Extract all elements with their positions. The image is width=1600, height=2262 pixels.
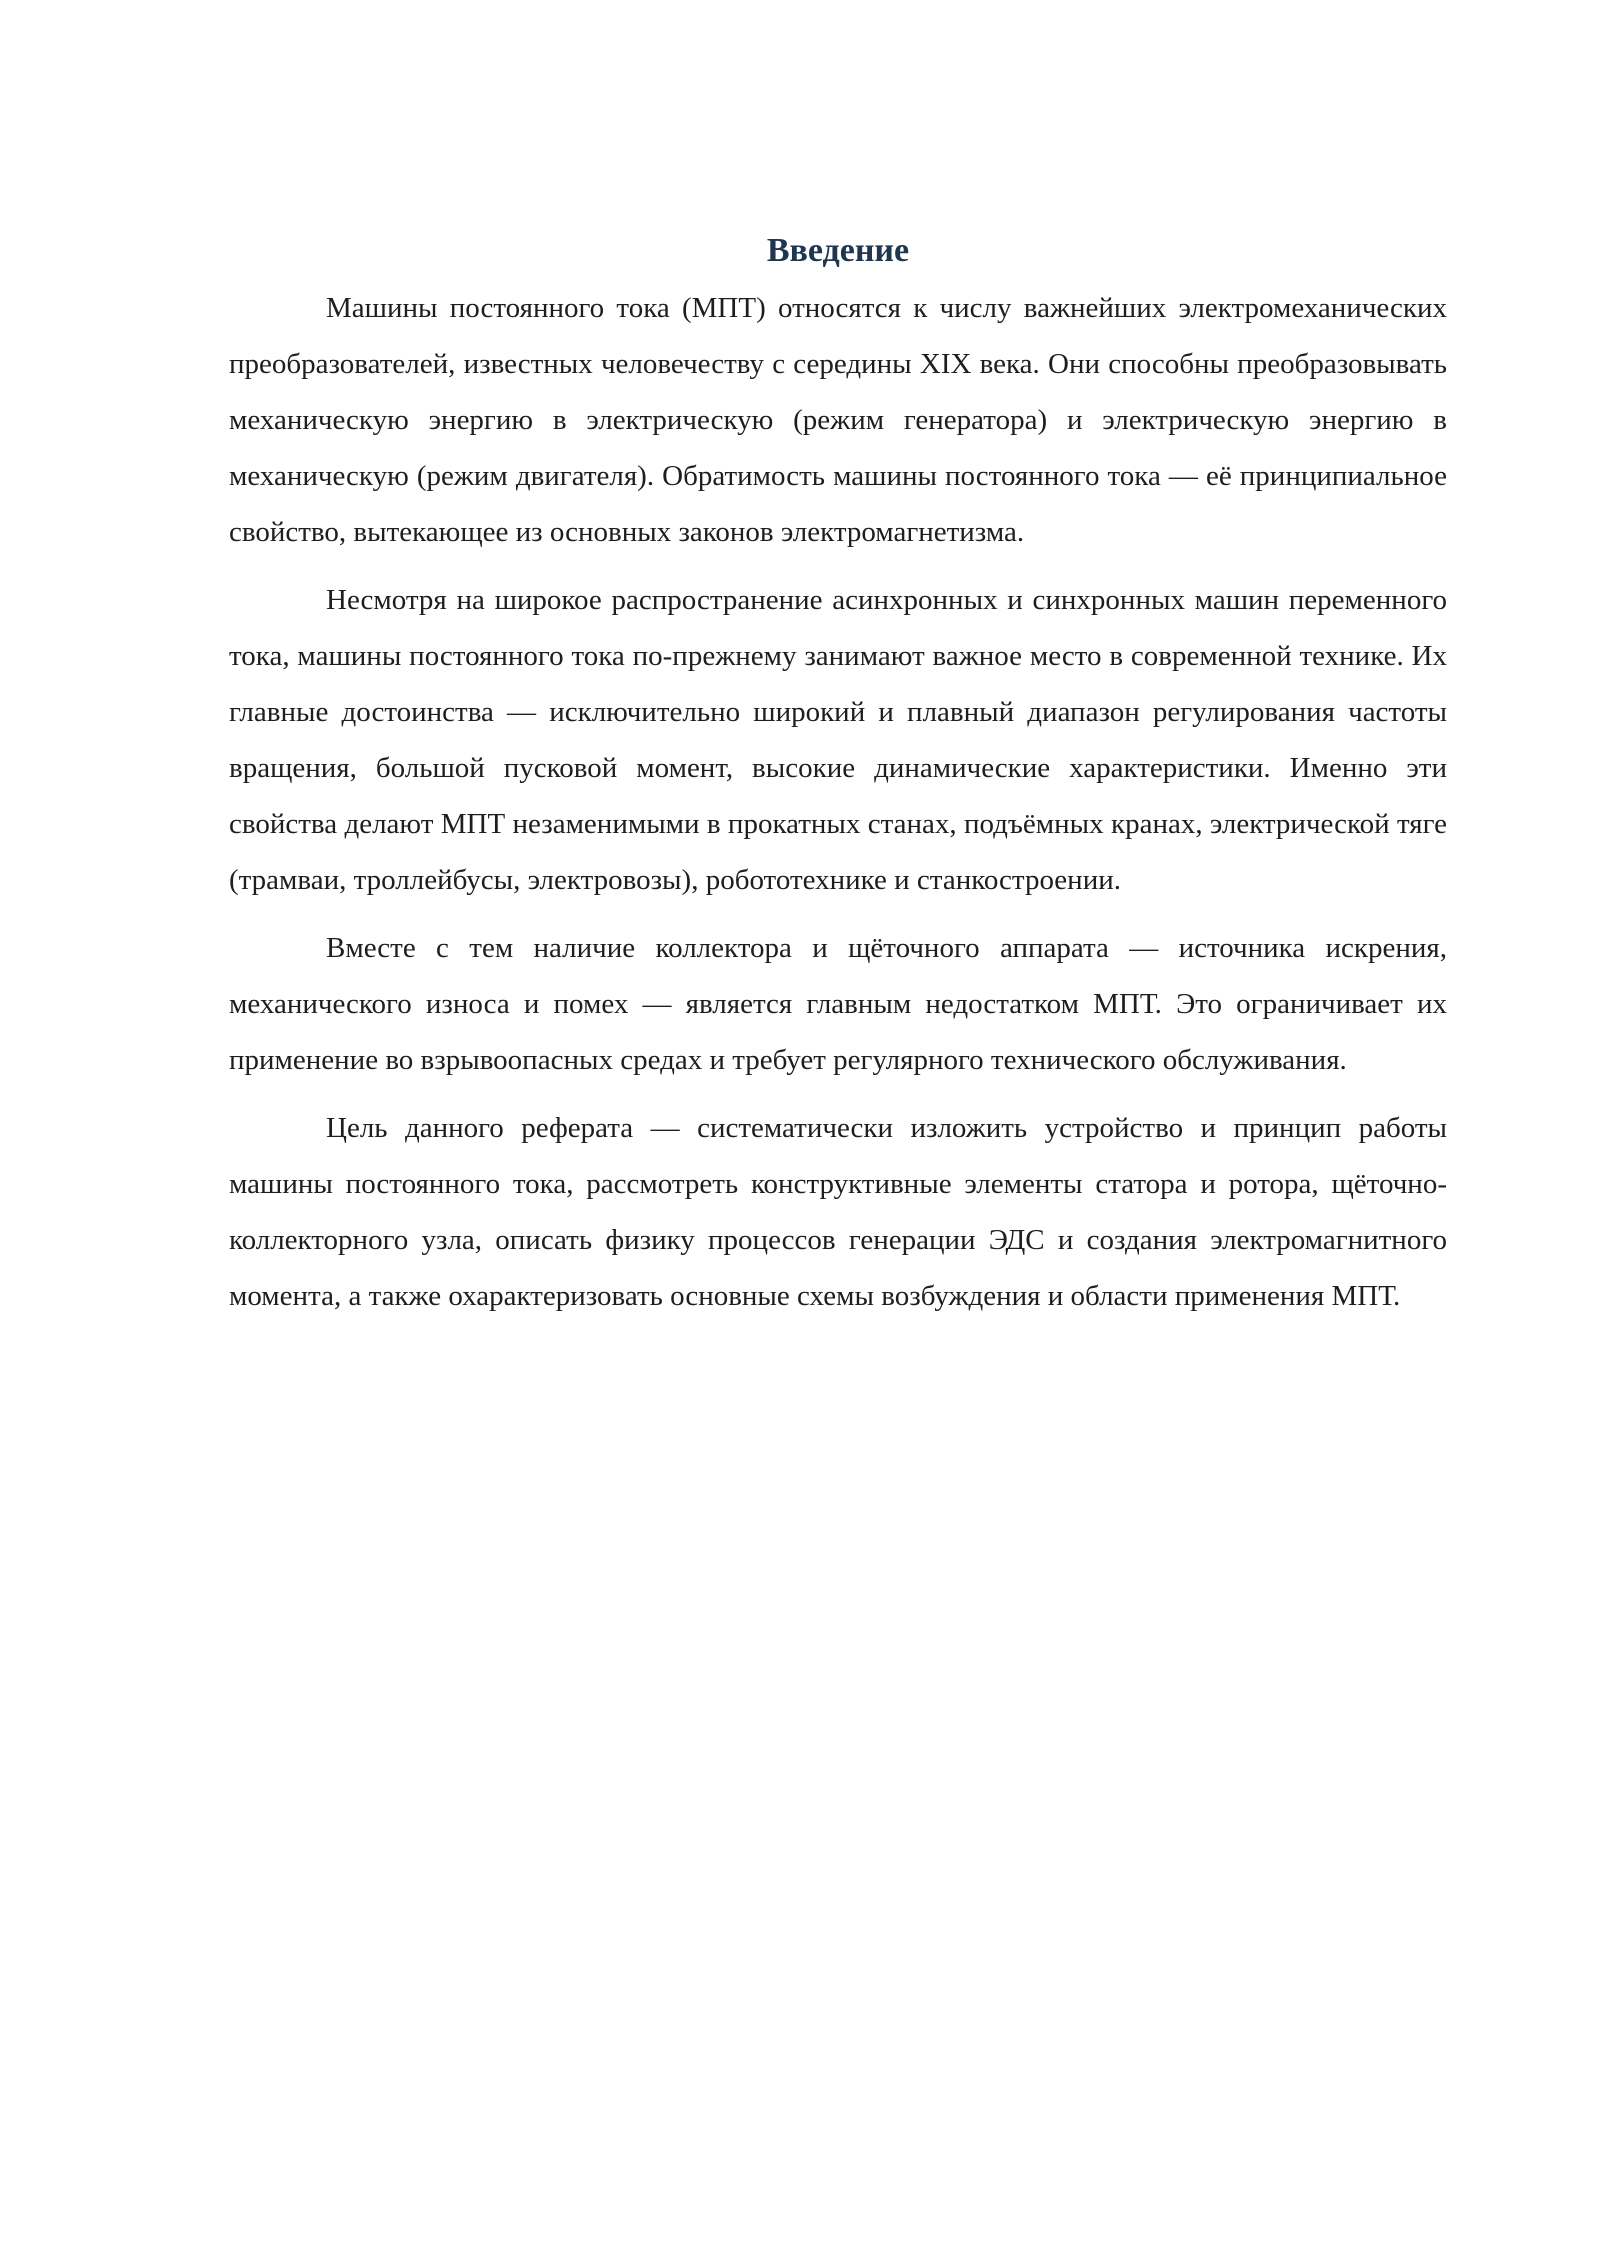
- paragraph-4: Цель данного реферата — систематически изложить устройство и принцип работы машины постоянного тока, рассмотреть конструктивные элементы статора и ротора, щёточно-коллекторного узла, описать физику процессов генерации ЭДС и создания электромагнитного момента, а также охарактеризовать основные схемы возбуждения и области применения МПТ.: [229, 1112, 1447, 1312]
- document-body: [229, 228, 1447, 1336]
- paragraph-3: Вместе с тем наличие коллектора и щёточного аппарата — источника искрения, механического износа и помех — является главным недостатком МПТ. Это ограничивает их применение во взрывоопасных средах и требует регулярного технического обслуживания.: [229, 932, 1447, 1076]
- paragraph-2: Несмотря на широкое распространение асинхронных и синхронных машин переменного тока, машины постоянного тока по-прежнему занимают важное место в современной технике. Их главные достоинства — исключительно широкий и плавный диапазон регулирования частоты вращения, большой пусковой момент, высокие динамические характеристики. Именно эти свойства делают МПТ незаменимыми в прокатных станах, подъёмных кранах, электрической тяге (трамваи, троллейбусы, электровозы), робототехнике и станкостроении.: [229, 584, 1447, 896]
- paragraph-1: Машины постоянного тока (МПТ) относятся к числу важнейших электромеханических преобразователей, известных человечеству с середины XIX века. Они способны преобразовывать механическую энергию в электрическую (режим генератора) и электрическую энергию в механическую (режим двигателя). Обратимость машины постоянного тока — её принципиальное свойство, вытекающее из основных законов электромагнетизма.: [229, 292, 1447, 548]
- section-title: Введение: [766, 232, 910, 269]
